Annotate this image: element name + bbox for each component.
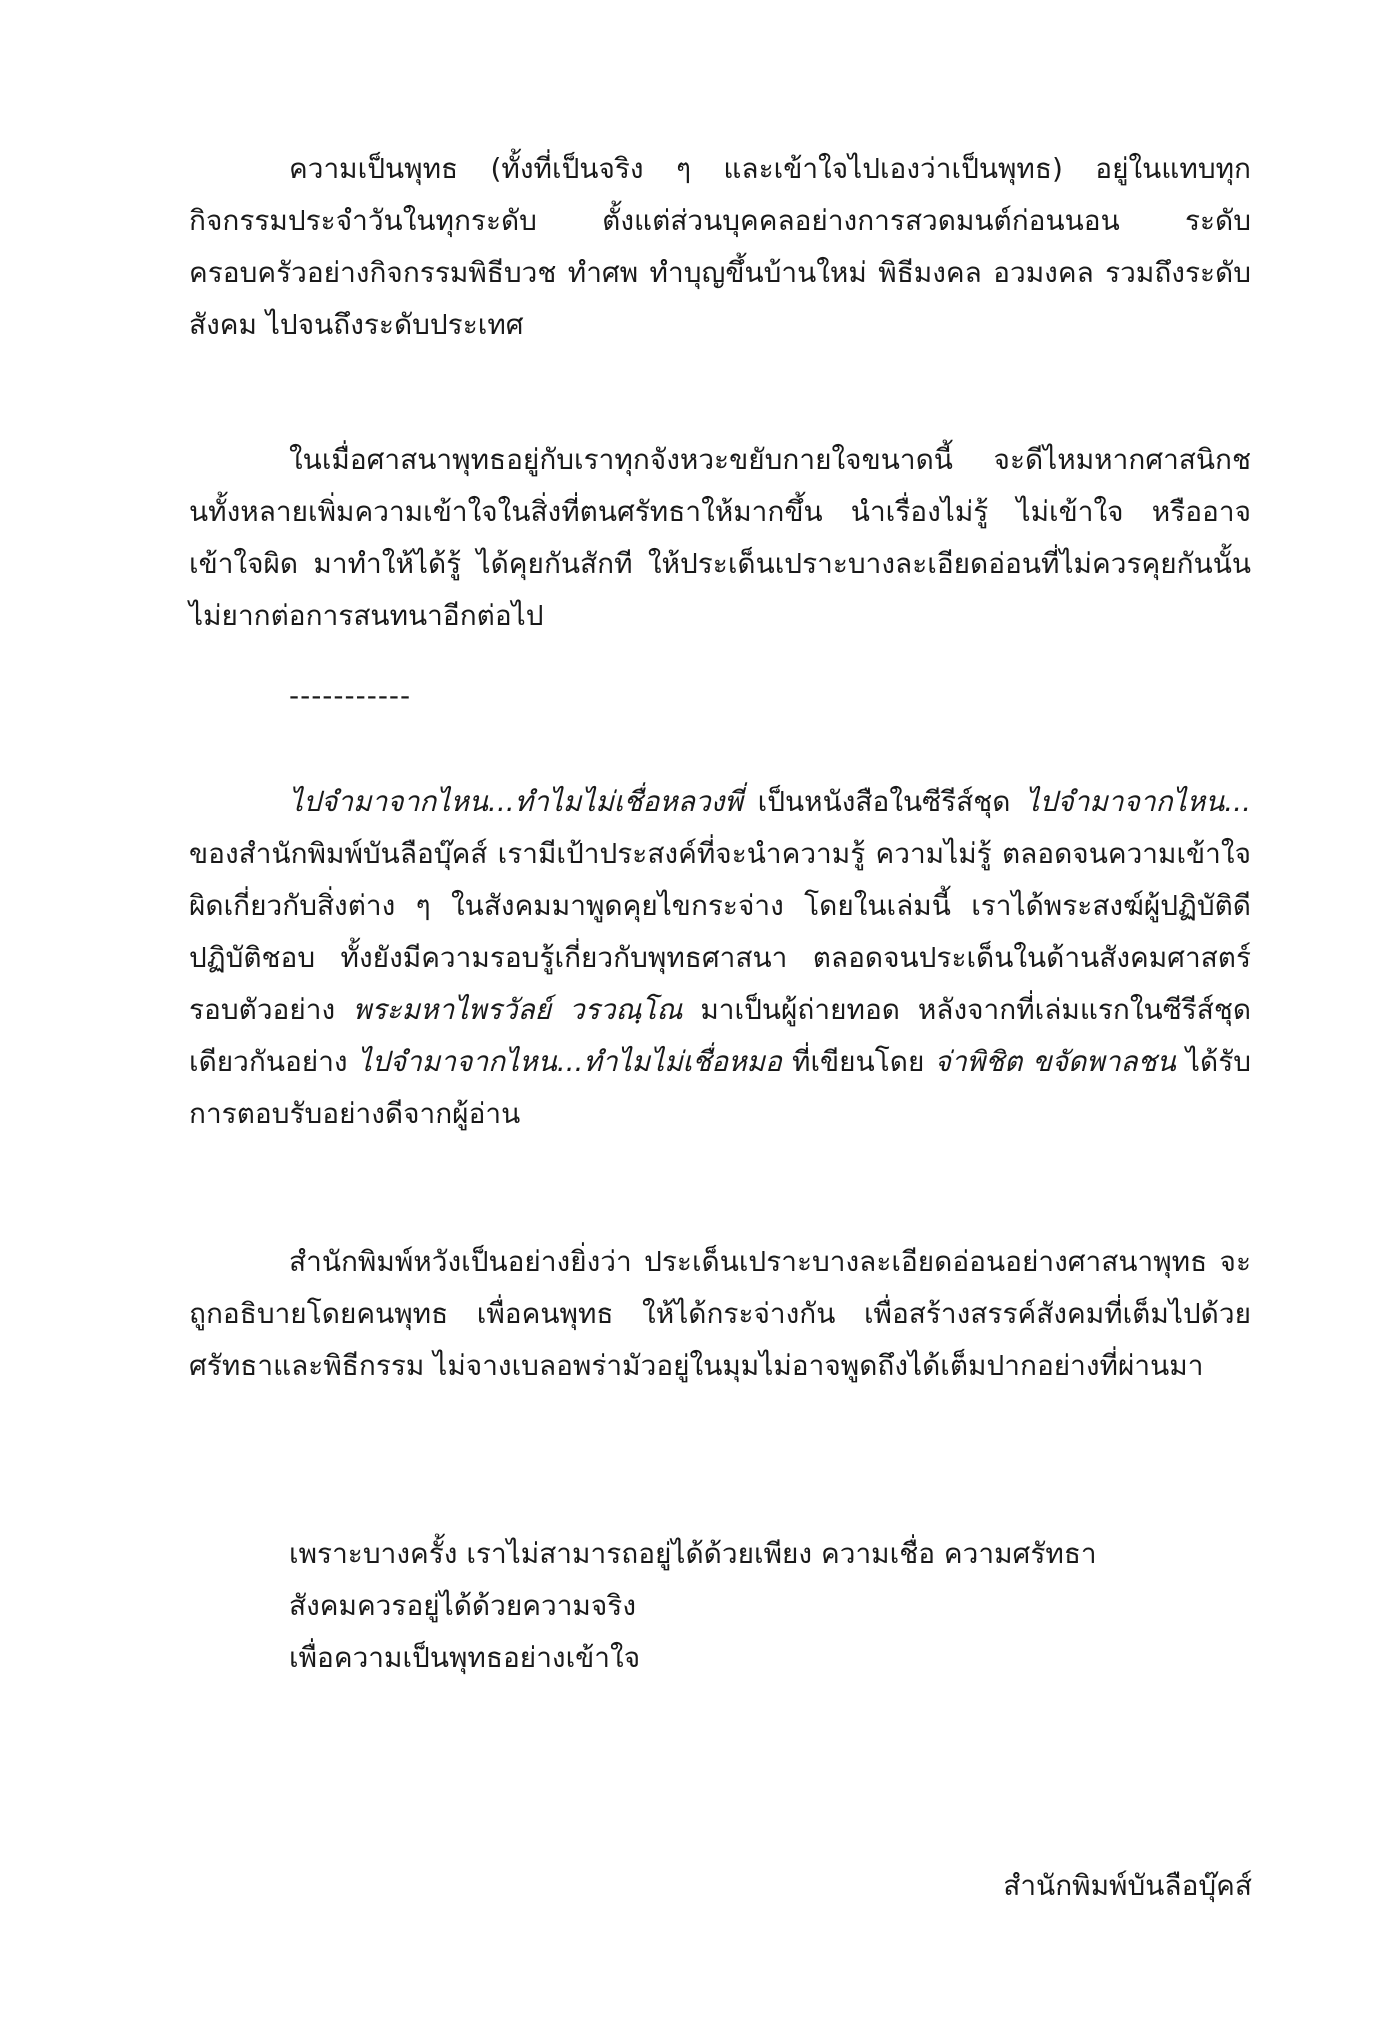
text-segment: มาเป็นผู้ถ่ายทอด หลังจากที่เล่มแรกในซีรีส์ชุดเดียวกันอย่าง (189, 993, 1252, 1078)
closing-verse (289, 1528, 1097, 1684)
verse-line-1: เพราะบางครั้ง เราไม่สามารถอยู่ได้ด้วยเพียง ความเชื่อ ความศรัทธา (289, 1537, 1097, 1570)
paragraph-book-description-text (189, 776, 1251, 1140)
paragraph-publisher-hope (189, 1236, 1251, 1392)
author-name: จ่าพิชิต ขจัดพาลชน (934, 1045, 1176, 1078)
paragraph-question (189, 434, 1251, 642)
paragraph-question-text: ในเมื่อศาสนาพุทธอยู่กับเราทุกจังหวะขยับกายใจขนาดนี้ จะดีไหมหากศาสนิกชนทั้งหลายเพิ่มความเข้าใจในสิ่งที่ตนศรัทธาให้มากขึ้น นำเรื่องไม่รู้ ไม่เข้าใจ หรืออาจเข้าใจผิด มาทำให้ได้รู้ ได้คุยกันสักที ให้ประเด็นเปราะบางละเอียดอ่อนที่ไม่ควรคุยกันนั้น ไม่ยากต่อการสนทนาอีกต่อไป (189, 443, 1251, 632)
monk-name: พระมหาไพรวัลย์ วรวณฺโณ (353, 993, 683, 1026)
text-segment: เป็นหนังสือในซีรีส์ชุด (742, 785, 1026, 818)
verse-line-2: สังคมควรอยู่ได้ด้วยความจริง (289, 1589, 636, 1622)
text-segment: ที่เขียนโดย (781, 1045, 935, 1078)
text-segment: ได้รับการตอบรับอย่างดีจากผู้อ่าน (189, 1045, 1252, 1130)
publisher-signature: สำนักพิมพ์บันลือบุ๊คส์ (1003, 1869, 1252, 1902)
paragraph-publisher-hope-text: สำนักพิมพ์หวังเป็นอย่างยิ่งว่า ประเด็นเปราะบางละเอียดอ่อนอย่างศาสนาพุทธ จะถูกอธิบายโดยคนพุทธ เพื่อคนพุทธ ให้ได้กระจ่างกัน เพื่อสร้างสรรค์สังคมที่เต็มไปด้วยศรัทธาและพิธีกรรม ไม่จางเบลอพร่ามัวอยู่ในมุมไม่อาจพูดถึงได้เต็มปากอย่างที่ผ่านมา (189, 1245, 1251, 1382)
paragraph-intro (189, 143, 1251, 351)
verse-line-3: เพื่อความเป็นพุทธอย่างเข้าใจ (289, 1641, 641, 1674)
first-book-title: ไปจำมาจากไหน...ทำไมไม่เชื่อหมอ (357, 1045, 782, 1078)
book-title: ไปจำมาจากไหน...ทำไมไม่เชื่อหลวงพี่ (289, 785, 743, 818)
paragraph-book-description (189, 776, 1251, 1140)
series-title: ไปจำมาจากไหน... (1025, 785, 1251, 818)
text-segment: ของสำนักพิมพ์บันลือบุ๊คส์ เรามีเป้าประสงค์ที่จะนำความรู้ ความไม่รู้ ตลอดจนความเข้าใจผิดเกี่ยวกับสิ่งต่าง ๆ ในสังคมมาพูดคุยไขกระจ่าง โดยในเล่มนี้ เราได้พระสงฆ์ผู้ปฏิบัติดี ปฏิบัติชอบ ทั้งยังมีความรอบรู้เกี่ยวกับพุทธศาสนา ตลอดจนประเด็นในด้านสังคมศาสตร์รอบตัวอย่าง (189, 837, 1251, 1026)
section-divider: ----------- (289, 679, 412, 712)
paragraph-intro-text: ความเป็นพุทธ (ทั้งที่เป็นจริง ๆ และเข้าใจไปเองว่าเป็นพุทธ) อยู่ในแทบทุกกิจกรรมประจำวันในทุกระดับ ตั้งแต่ส่วนบุคคลอย่างการสวดมนต์ก่อนนอน ระดับครอบครัวอย่างกิจกรรมพิธีบวช ทำศพ ทำบุญขึ้นบ้านใหม่ พิธีมงคล อวมงคล รวมถึงระดับสังคม ไปจนถึงระดับประเทศ (189, 152, 1251, 341)
